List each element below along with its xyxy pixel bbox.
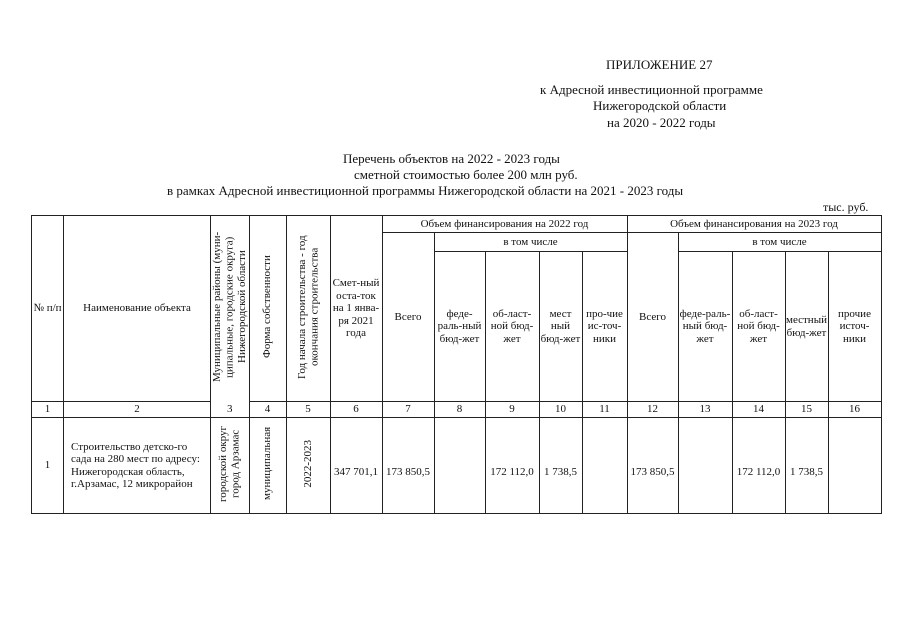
column-number: 3 (211, 402, 250, 418)
total-2023-header: Всего (627, 233, 678, 402)
local-2023-header: местный бюд-жет (785, 252, 828, 402)
col-district-header (211, 216, 250, 402)
col-name-header: Наименование объекта (64, 216, 211, 402)
other-2023-value (828, 418, 881, 514)
column-number-row (32, 402, 882, 418)
federal-2023-header: феде-раль-ный бюд-жет (678, 252, 732, 402)
column-number: 2 (64, 402, 211, 418)
object-name: Строительство детско-го сада на 280 мест по адресу: Нижегородская область, г.Арзамас, 12 микрорайон (64, 418, 211, 514)
regional-2022-value (485, 418, 539, 514)
incl-2022-header: в том числе (434, 233, 627, 252)
local-2023-amount: 1 738,5 (790, 465, 823, 478)
total-2023-amount: 173 850,5 (630, 465, 675, 478)
fin-2022-header: Объем финансирования на 2022 год (382, 216, 627, 233)
column-number: 8 (434, 402, 485, 418)
col-years-header (286, 216, 330, 402)
col-ownership-header (249, 216, 286, 402)
district-cell (211, 418, 250, 514)
years-cell (286, 418, 330, 514)
units-label: тыс. руб. (823, 200, 869, 214)
column-number: 7 (382, 402, 434, 418)
local-2022-value (539, 418, 582, 514)
regional-2022-header: об-ласт-ной бюд-жет (485, 252, 539, 402)
program-ref-line2: Нижегородской области (593, 98, 727, 113)
col-num-header: № п/п (32, 216, 64, 402)
col-remaining-header: Смет-ный оста-ток на 1 янва-ря 2021 года (330, 216, 382, 402)
total-2022-amount: 173 850,5 (386, 465, 430, 478)
appendix-label: ПРИЛОЖЕНИЕ 27 (606, 57, 713, 72)
years-value: 2022-2023 (301, 439, 314, 488)
column-number: 13 (678, 402, 732, 418)
regional-2022-amount: 172 112,0 (490, 465, 534, 478)
incl-2023-header: в том числе (678, 233, 881, 252)
title-line3: в рамках Адресной инвестиционной программы Нижегородской области на 2021 - 2023 годы (167, 183, 684, 198)
column-number: 11 (582, 402, 627, 418)
column-number: 6 (330, 402, 382, 418)
row-num: 1 (32, 418, 64, 514)
local-2022-header: мест ный бюд-жет (539, 252, 582, 402)
remaining-amount: 347 701,1 (334, 465, 378, 478)
column-number: 1 (32, 402, 64, 418)
column-number: 9 (485, 402, 539, 418)
total-2022-value (382, 418, 434, 514)
program-ref-line1: к Адресной инвестиционной программе (540, 82, 763, 97)
program-ref-line3: на 2020 - 2022 годы (607, 115, 716, 130)
total-2022-header: Всего (382, 233, 434, 402)
ownership-value: муниципальная (261, 426, 274, 500)
other-2022-header: про-чие ис-точ-ники (582, 252, 627, 402)
fin-2023-header: Объем финансирования на 2023 год (627, 216, 881, 233)
local-2022-amount: 1 738,5 (544, 465, 577, 478)
header-row-1 (32, 216, 882, 233)
district-value: городской округ город Арзамас (217, 425, 242, 502)
col-district-label: Муниципальные районы (муни-ципальные, городские округа) Нижегородской области (211, 231, 248, 383)
investment-table (31, 215, 882, 514)
column-number: 12 (627, 402, 678, 418)
col-years-label: Год начала строительства - год окончания строительства (295, 234, 320, 379)
column-number: 4 (249, 402, 286, 418)
local-2023-value (785, 418, 828, 514)
federal-2022-value (434, 418, 485, 514)
remaining-value (330, 418, 382, 514)
table-row (32, 418, 882, 514)
column-number: 5 (286, 402, 330, 418)
title-line1: Перечень объектов на 2022 - 2023 годы (343, 151, 560, 166)
title-line2: сметной стоимостью более 200 млн руб. (354, 167, 578, 182)
column-number: 15 (785, 402, 828, 418)
other-2022-value (582, 418, 627, 514)
federal-2022-header: феде-раль-ный бюд-жет (434, 252, 485, 402)
col-ownership-label: Форма собственности (261, 255, 274, 359)
column-number: 16 (828, 402, 881, 418)
federal-2023-value (678, 418, 732, 514)
total-2023-value (627, 418, 678, 514)
regional-2023-value (732, 418, 785, 514)
regional-2023-amount: 172 112,0 (736, 465, 781, 478)
other-2023-header: прочие источ-ники (828, 252, 881, 402)
column-number: 14 (732, 402, 785, 418)
column-number: 10 (539, 402, 582, 418)
ownership-cell (249, 418, 286, 514)
regional-2023-header: об-ласт-ной бюд-жет (732, 252, 785, 402)
